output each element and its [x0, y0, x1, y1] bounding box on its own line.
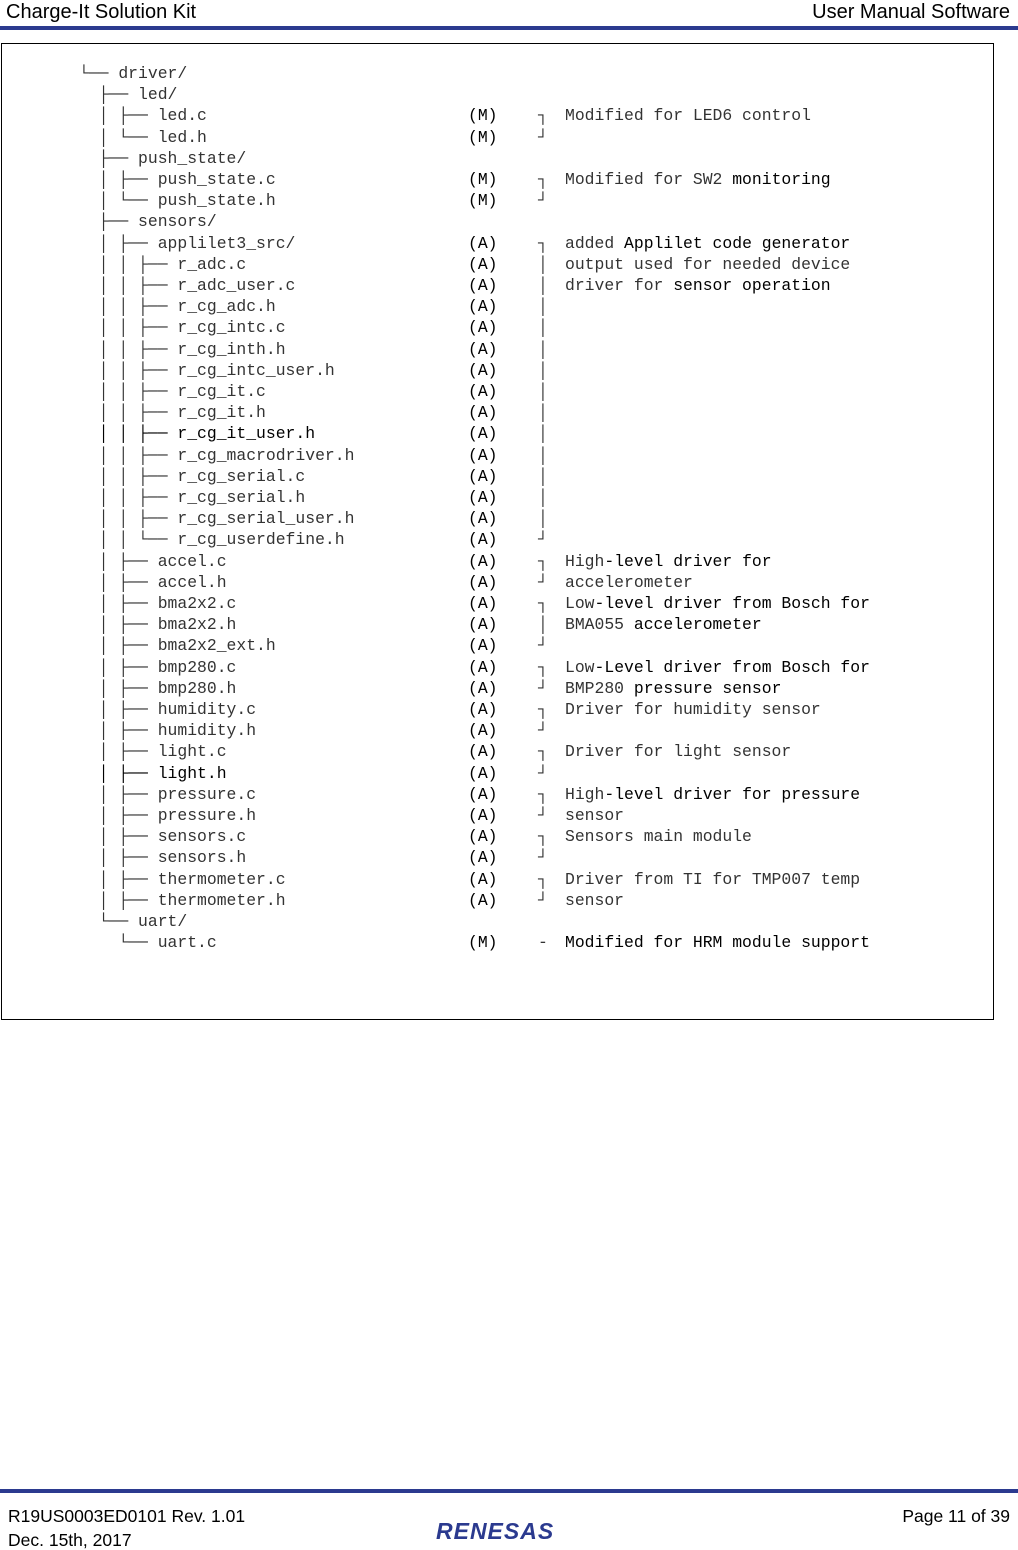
change-tag: (A)	[468, 360, 498, 380]
tree-entry: │ ├── humidity.c	[79, 700, 257, 719]
change-note-text: added	[565, 233, 625, 253]
change-tag: (A)	[468, 233, 498, 253]
change-note	[565, 594, 870, 614]
change-note-text: sensor	[565, 890, 625, 910]
tree-entry: │ ├── accel.h	[79, 572, 227, 592]
tree-entry: │ ├── accel.c	[79, 551, 227, 571]
change-note-text: Low	[565, 657, 595, 677]
tree-entry: ├── sensors/	[79, 212, 217, 232]
tree-entry: │ └── led.h	[79, 127, 207, 147]
tree-entry: │ ├── bma2x2.h	[79, 615, 237, 635]
group-bracket: │	[538, 509, 548, 529]
group-bracket: ┘	[538, 191, 548, 211]
change-note	[565, 785, 860, 805]
tree-entry: │ │ ├── r_cg_intc.c	[79, 318, 286, 338]
tree-entry: │ ├── bmp280.c	[79, 657, 237, 677]
group-bracket: │	[538, 297, 548, 317]
group-bracket: │	[538, 254, 548, 274]
tree-entry: │ ├── sensors.h	[79, 848, 247, 868]
group-bracket: ┐	[538, 170, 548, 189]
change-note	[565, 106, 811, 126]
tree-entry: │ │ ├── r_cg_inth.h	[79, 339, 286, 359]
group-bracket: │	[538, 424, 548, 444]
change-note	[565, 276, 831, 296]
change-note	[565, 658, 870, 678]
tree-entry: │ │ └── r_cg_userdefine.h	[79, 530, 345, 550]
change-note	[565, 933, 870, 953]
renesas-logo	[434, 1518, 586, 1542]
group-bracket: ┘	[538, 848, 548, 868]
change-note	[565, 870, 860, 890]
change-tag: (A)	[468, 594, 498, 613]
change-tag: (A)	[468, 827, 498, 847]
tree-entry: │ │ ├── r_cg_it.c	[79, 382, 266, 401]
group-bracket: ┘	[538, 721, 548, 741]
group-bracket: ┘	[538, 678, 548, 698]
tree-entry: │ ├── light.h	[79, 763, 227, 783]
change-note-emphasis: Modified for HRM module support	[565, 933, 870, 953]
change-tag: (A)	[468, 848, 498, 868]
change-note	[565, 170, 831, 190]
change-note-text: Sensors main module	[565, 827, 752, 847]
change-note-text: Low	[565, 594, 595, 613]
change-tag: (A)	[468, 530, 498, 550]
change-note-text: accelerometer	[565, 572, 693, 592]
change-tag: (A)	[468, 445, 498, 465]
change-note-emphasis: -level driver for	[604, 551, 772, 571]
tree-entry: │ │ ├── r_cg_serial_user.h	[79, 509, 355, 529]
tree-entry: ├── push_state/	[79, 148, 247, 168]
change-note-text: High	[565, 784, 605, 804]
change-tag: (A)	[468, 678, 498, 698]
group-bracket: ┐	[538, 869, 548, 889]
change-tag: (M)	[468, 127, 498, 147]
change-tag: (A)	[468, 869, 498, 889]
renesas-logo-text: RENESAS	[436, 1518, 555, 1542]
change-note	[565, 827, 752, 847]
change-note-emphasis: accelerometer	[633, 615, 762, 635]
tree-entry: │ ├── sensors.c	[79, 827, 247, 847]
group-bracket: │	[538, 382, 548, 401]
change-note-emphasis: Applilet code generator	[624, 233, 851, 253]
change-note	[565, 806, 624, 826]
change-note-text: Modified for LED6 control	[565, 106, 811, 126]
group-bracket: │	[538, 360, 548, 380]
group-bracket: ┐	[538, 233, 548, 253]
group-bracket: ┘	[538, 127, 548, 147]
change-tag: (A)	[468, 466, 498, 486]
change-tag: (A)	[468, 742, 498, 762]
change-note-emphasis: sensor operation	[673, 276, 831, 295]
change-note-text: Modified for SW2	[565, 170, 733, 189]
tree-entry: │ │ ├── r_adc.c	[79, 254, 247, 274]
footer-date: Dec. 15th, 2017	[8, 1530, 132, 1550]
group-bracket: │	[538, 615, 548, 635]
change-tag: (A)	[468, 890, 498, 910]
tree-entry: │ └── push_state.h	[79, 191, 276, 211]
tree-entry: │ │ ├── r_cg_intc_user.h	[79, 360, 335, 380]
footer-rule	[0, 1489, 1018, 1493]
tree-entry: │ ├── thermometer.c	[79, 869, 286, 889]
change-tag: (M)	[468, 106, 498, 126]
group-bracket: │	[538, 276, 548, 295]
group-bracket: │	[538, 445, 548, 465]
tree-entry: │ ├── thermometer.h	[79, 890, 286, 910]
change-note-text: sensor	[565, 806, 625, 825]
change-note-emphasis: -level driver for pressure	[604, 784, 861, 804]
change-tag: (A)	[468, 382, 498, 401]
group-bracket: │	[538, 339, 548, 359]
change-tag: (M)	[468, 191, 498, 211]
directory-tree-box	[1, 43, 994, 1020]
change-note-text: driver for	[565, 276, 674, 295]
group-bracket: ┘	[538, 572, 548, 592]
change-note	[565, 234, 850, 254]
tree-entry: │ ├── bmp280.h	[79, 678, 237, 698]
change-note-emphasis: -Level driver from Bosch for	[594, 657, 870, 677]
change-note	[565, 573, 693, 593]
group-bracket: ┐	[538, 657, 548, 677]
change-tag: (A)	[468, 763, 498, 783]
tree-entry: └── driver/	[79, 64, 188, 83]
tree-entry: │ ├── bma2x2.c	[79, 594, 237, 613]
change-note-text: Driver for humidity sensor	[565, 700, 821, 719]
change-tag: (A)	[468, 657, 498, 677]
change-tag: (A)	[468, 318, 498, 338]
change-tag: (A)	[468, 488, 498, 507]
group-bracket: ┐	[538, 551, 548, 571]
change-tag: (A)	[468, 276, 498, 295]
group-bracket: ┐	[538, 784, 548, 804]
tree-entry: ├── led/	[79, 85, 178, 105]
header-left-title: Charge-It Solution Kit	[6, 1, 197, 23]
change-tag: (A)	[468, 403, 498, 423]
change-note-text: High	[565, 551, 605, 571]
change-note-emphasis: monitoring	[732, 170, 831, 189]
change-tag: (A)	[468, 615, 498, 635]
group-bracket: │	[538, 403, 548, 423]
tree-entry: │ │ ├── r_cg_serial.c	[79, 466, 306, 486]
group-bracket: ┘	[538, 763, 548, 783]
change-note	[565, 679, 781, 699]
change-tag: (A)	[468, 254, 498, 274]
footer-doc-id: R19US0003ED0101 Rev. 1.01	[8, 1506, 246, 1526]
change-note-text: Driver from TI for TMP007 temp	[565, 869, 861, 889]
change-tag: (A)	[468, 297, 498, 317]
tree-entry: │ ├── push_state.c	[79, 170, 276, 189]
group-bracket: │	[538, 466, 548, 486]
change-tag: (A)	[468, 339, 498, 359]
change-tag: (A)	[468, 700, 498, 719]
change-note	[565, 615, 762, 635]
group-bracket: ┐	[538, 594, 548, 613]
group-bracket: ┘	[538, 806, 548, 825]
change-note-text: BMP280	[565, 678, 634, 698]
change-note	[565, 700, 821, 720]
group-bracket: -	[538, 933, 548, 953]
tree-entry: │ ├── pressure.c	[79, 784, 257, 804]
tree-entry: │ │ ├── r_cg_it_user.h	[79, 424, 316, 444]
tree-entry: │ │ ├── r_cg_it.h	[79, 403, 266, 423]
change-tag: (A)	[468, 721, 498, 741]
change-tag: (A)	[468, 636, 498, 656]
change-note	[565, 552, 772, 572]
tree-entry: │ │ ├── r_cg_serial.h	[79, 488, 306, 507]
tree-entry: │ ├── bma2x2_ext.h	[79, 636, 276, 656]
group-bracket: ┐	[538, 106, 548, 126]
change-note-text: output used for needed device	[565, 254, 851, 274]
tree-entry: └── uart.c	[79, 933, 217, 953]
group-bracket: ┐	[538, 827, 548, 847]
change-note	[565, 255, 850, 275]
change-tag: (A)	[468, 806, 498, 825]
group-bracket: ┐	[538, 700, 548, 719]
change-note-emphasis: pressure sensor	[633, 678, 782, 698]
change-tag: (A)	[468, 424, 498, 444]
change-tag: (A)	[468, 784, 498, 804]
tree-entry: │ ├── led.c	[79, 106, 207, 126]
tree-entry: │ ├── light.c	[79, 742, 227, 762]
change-tag: (A)	[468, 509, 498, 529]
tree-entry: │ │ ├── r_cg_adc.h	[79, 297, 276, 317]
change-tag: (M)	[468, 933, 498, 953]
tree-entry: │ ├── applilet3_src/	[79, 233, 296, 253]
change-tag: (M)	[468, 170, 498, 189]
group-bracket: ┘	[538, 890, 548, 910]
tree-entry: │ ├── humidity.h	[79, 721, 257, 741]
change-note-emphasis: -level driver from Bosch for	[594, 594, 870, 613]
change-note-text: BMA055	[565, 615, 634, 635]
group-bracket: │	[538, 318, 548, 338]
group-bracket: ┐	[538, 742, 548, 762]
change-note-text: Driver for light sensor	[565, 742, 792, 762]
header-right-title: User Manual Software	[812, 1, 1010, 23]
tree-entry: │ │ ├── r_adc_user.c	[79, 276, 296, 295]
header-rule	[0, 26, 1018, 30]
change-tag: (A)	[468, 572, 498, 592]
change-note	[565, 891, 624, 911]
group-bracket: ┘	[538, 530, 548, 550]
change-note	[565, 742, 791, 762]
tree-entry: │ ├── pressure.h	[79, 806, 257, 825]
tree-entry: │ │ ├── r_cg_macrodriver.h	[79, 445, 355, 465]
group-bracket: ┘	[538, 636, 548, 656]
group-bracket: │	[538, 488, 548, 507]
footer-page-number: Page 11 of 39	[902, 1506, 1010, 1526]
tree-entry: └── uart/	[79, 912, 188, 931]
change-tag: (A)	[468, 551, 498, 571]
